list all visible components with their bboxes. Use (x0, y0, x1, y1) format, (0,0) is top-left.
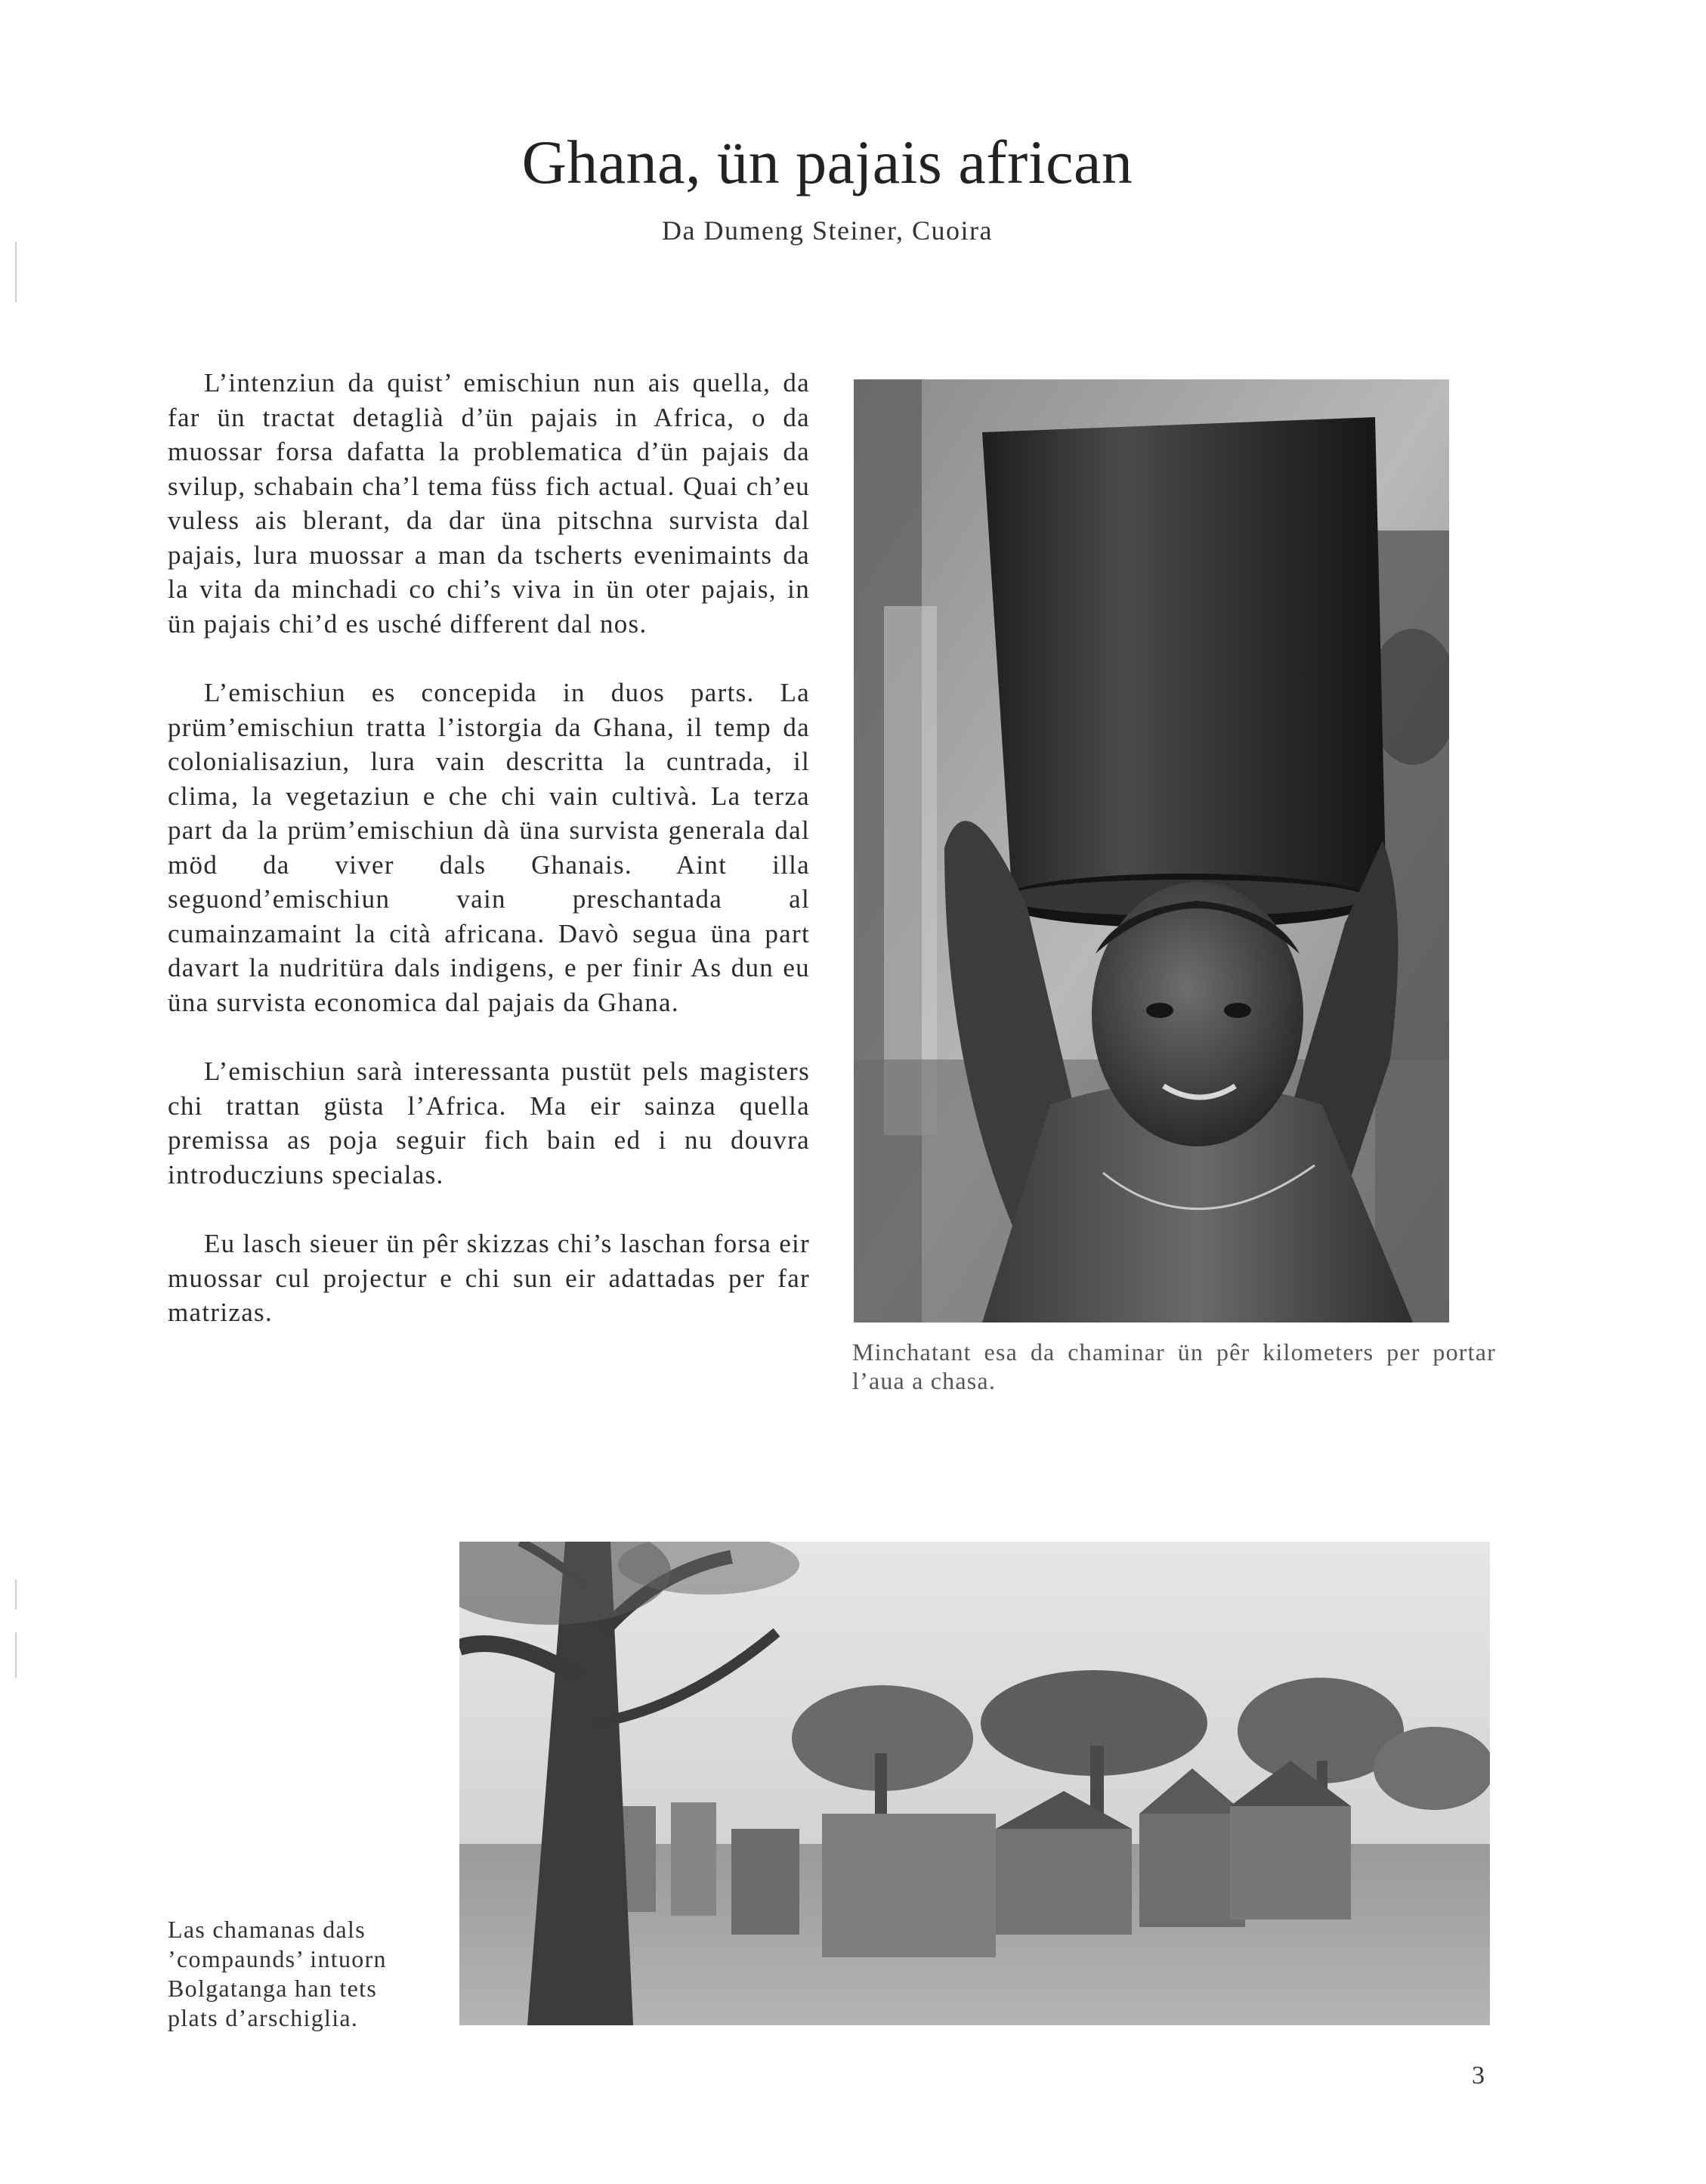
photo-caption-girl: Minchatant esa da chaminar ün pêr kilometers per portar l’aua a chasa. (852, 1338, 1496, 1394)
body-paragraph: Eu lasch sieuer ün pêr skizzas chi’s laschan forsa eir muossar cul projectur e chi sun eir adattadas per far matrizas. (168, 1229, 811, 1327)
photo-caption-village: Las chamanas dals ’compaunds’ intuorn Bolgatanga han tets plats d’arschiglia. (168, 1916, 387, 2031)
body-paragraph: L’emischiun es concepida in duos parts. La prüm’emischiun tratta l’istorgia da Ghana, il temp da colonialisaziun, lura vain descritta la cuntrada, il clima, la vegetaziun e che chi vain cultivà. La terza part da la prüm’emischiun dà üna survista generala dal möd da viver dals Ghanais. Aint illa seguond’emischiun vain preschantada al cumainzamaint la cità africana. Davò segua üna part davart la nudritüra dals indigens, e per finir As dun eu üna survista economica dal pajais da Ghana. (168, 678, 810, 1017)
article-body (168, 366, 810, 1365)
photo-girl-carrying-water (854, 379, 1449, 1322)
photo-village-illustration (459, 1542, 1490, 2025)
photo-girl-illustration (854, 379, 1449, 1322)
scan-margin-mark (15, 1632, 17, 1678)
body-paragraph: L’intenziun da quist’ emischiun nun ais quella, da far ün tractat detaglià d’ün pajais in Africa, o da muossar forsa dafatta la problematica d’ün pajais da svilup, schabain cha’l tema füss fich actual. Quai ch’eu vuless ais blerant, da dar üna pitschna survista dal pajais, lura muossar a man da tscherts evenimaints da la vita da minchadi co chi’s viva in ün oter pajais, in ün pajais chi’d es usché different dal nos. (168, 368, 810, 639)
scan-margin-mark (15, 242, 17, 302)
scan-margin-mark (15, 1579, 17, 1610)
article-title: Ghana, ün pajais african (521, 128, 1133, 196)
article-byline: Da Dumeng Steiner, Cuoira (662, 215, 993, 246)
page-number: 3 (1472, 2062, 1485, 2090)
body-paragraph: L’emischiun sarà interessanta pustüt pels magisters chi trattan güsta l’Africa. Ma eir sainza quella premissa as poja seguir fich bain ed i nu douvra introducziuns specialas. (168, 1056, 810, 1189)
photo-village-compounds (459, 1542, 1490, 2025)
